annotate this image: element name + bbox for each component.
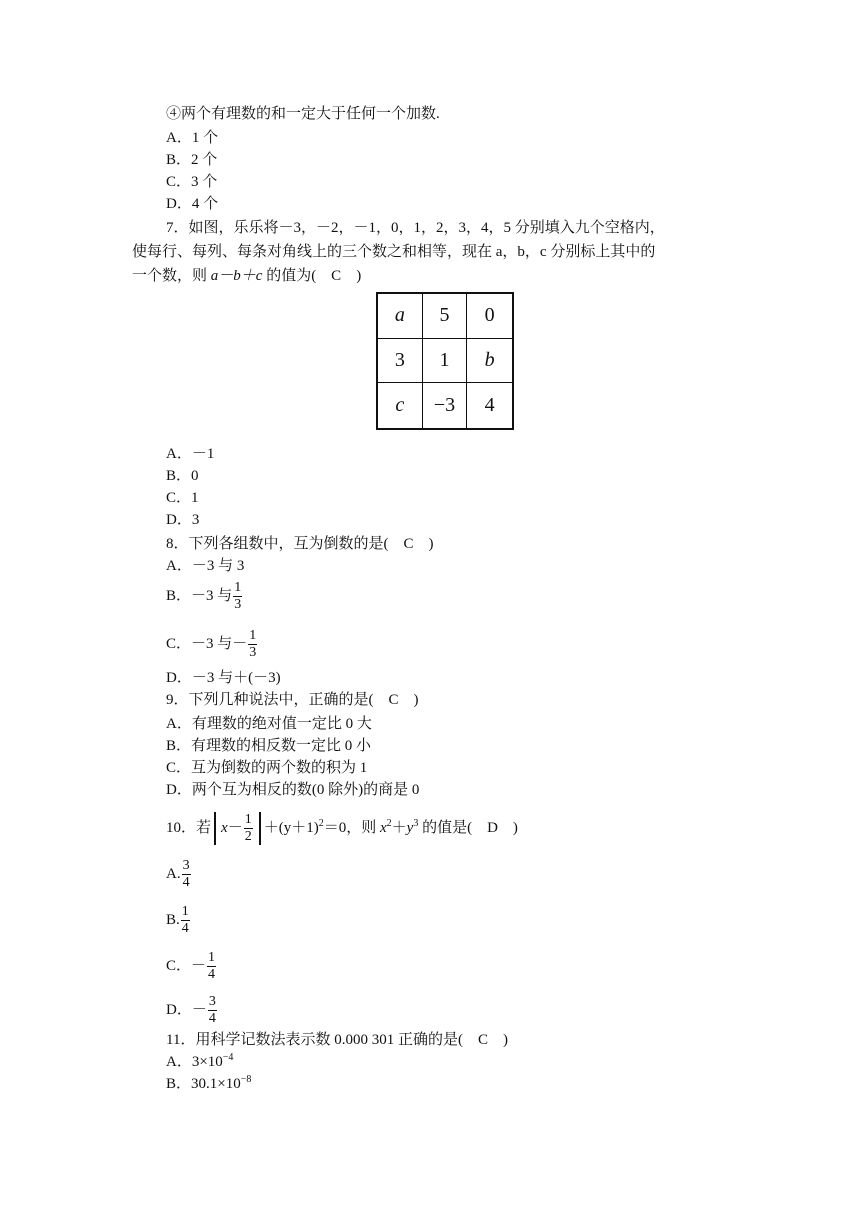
grid-cell: 4: [484, 394, 495, 417]
q6-statement-4: ④两个有理数的和一定大于任何一个加数.: [166, 106, 440, 122]
q7-option-b: B．0: [166, 468, 199, 484]
q10-option-d: D．－ $\frac{3}{4}$: [166, 994, 216, 1026]
q8-option-b: B．－3 与 $\frac{1}{3}$: [166, 580, 242, 612]
q9-option-b: B．有理数的相反数一定比 0 小: [166, 738, 372, 754]
fraction: $\frac{1}{3}$: [249, 628, 257, 660]
grid-cell: 1: [423, 339, 468, 384]
fraction: $\frac{3}{4}$: [208, 994, 216, 1026]
grid-cell: 3: [378, 339, 423, 384]
fraction: $\frac{1}{4}$: [181, 904, 189, 936]
q8-option-d: D．－3 与＋(－3): [166, 670, 281, 686]
absolute-value: x－ $\frac{1}{2}$: [214, 812, 261, 845]
q7-stem-line3: 一个数，则 a－b＋c 的值为( C ): [132, 268, 362, 284]
q9-stem: 9．下列几种说法中，正确的是( C ): [166, 692, 419, 708]
q8-option-c: C．－3 与－ $\frac{1}{3}$: [166, 628, 257, 660]
q6-option-d: D．4 个: [166, 196, 219, 212]
grid-cell: −3: [423, 383, 468, 428]
q11-stem: 11．用科学记数法表示数 0.000 301 正确的是( C ): [166, 1032, 508, 1048]
grid-cell: 0: [467, 294, 512, 339]
q10-stem: 10．若 x－ $\frac{1}{2}$ $+(y+1)^2=0$，则 $x^2+y^3$ 的值是( D ): [166, 812, 518, 844]
q6-option-c: C．3 个: [166, 174, 218, 190]
q7-option-c: C．1: [166, 490, 199, 506]
grid-cell: 5: [423, 294, 468, 339]
q10-option-b: B. $\frac{1}{4}$: [166, 904, 189, 936]
q10-option-a: A. $\frac{3}{4}$: [166, 858, 190, 890]
q10-option-c: C．－ $\frac{1}{4}$: [166, 950, 216, 982]
q7-option-d: D．3: [166, 512, 200, 528]
q8-stem: 8．下列各组数中，互为倒数的是( C ): [166, 536, 434, 552]
q6-option-b: B．2 个: [166, 152, 218, 168]
q7-stem-line1: 7．如图，乐乐将－3，－2，－1，0，1，2，3，4，5 分别填入九个空格内，: [166, 220, 665, 236]
fraction: $\frac{1}{3}$: [234, 580, 242, 612]
fraction: $\frac{1}{4}$: [208, 950, 216, 982]
q9-option-d: D．两个互为相反的数(0 除外)的商是 0: [166, 782, 420, 798]
q11-option-a: A．$3\times 10^{-4}$: [166, 1052, 234, 1070]
q7-stem-line2: 使每行、每列、每条对角线上的三个数之和相等，现在 a，b，c 分别标上其中的: [132, 244, 656, 260]
q11-option-b: B．$30.1\times 10^{-8}$: [166, 1074, 252, 1092]
grid-cell-c: c: [378, 383, 423, 428]
grid-cell-b: b: [467, 339, 512, 384]
q7-option-a: A．－1: [166, 446, 215, 462]
fraction: $\frac{3}{4}$: [182, 858, 190, 890]
q9-option-a: A．有理数的绝对值一定比 0 大: [166, 716, 372, 732]
grid-cell-a: a: [378, 294, 423, 339]
q8-option-a: A．－3 与 3: [166, 558, 245, 574]
q9-option-c: C．互为倒数的两个数的积为 1: [166, 760, 368, 776]
q6-option-a: A．1 个: [166, 130, 219, 146]
magic-square-grid: [376, 292, 514, 430]
